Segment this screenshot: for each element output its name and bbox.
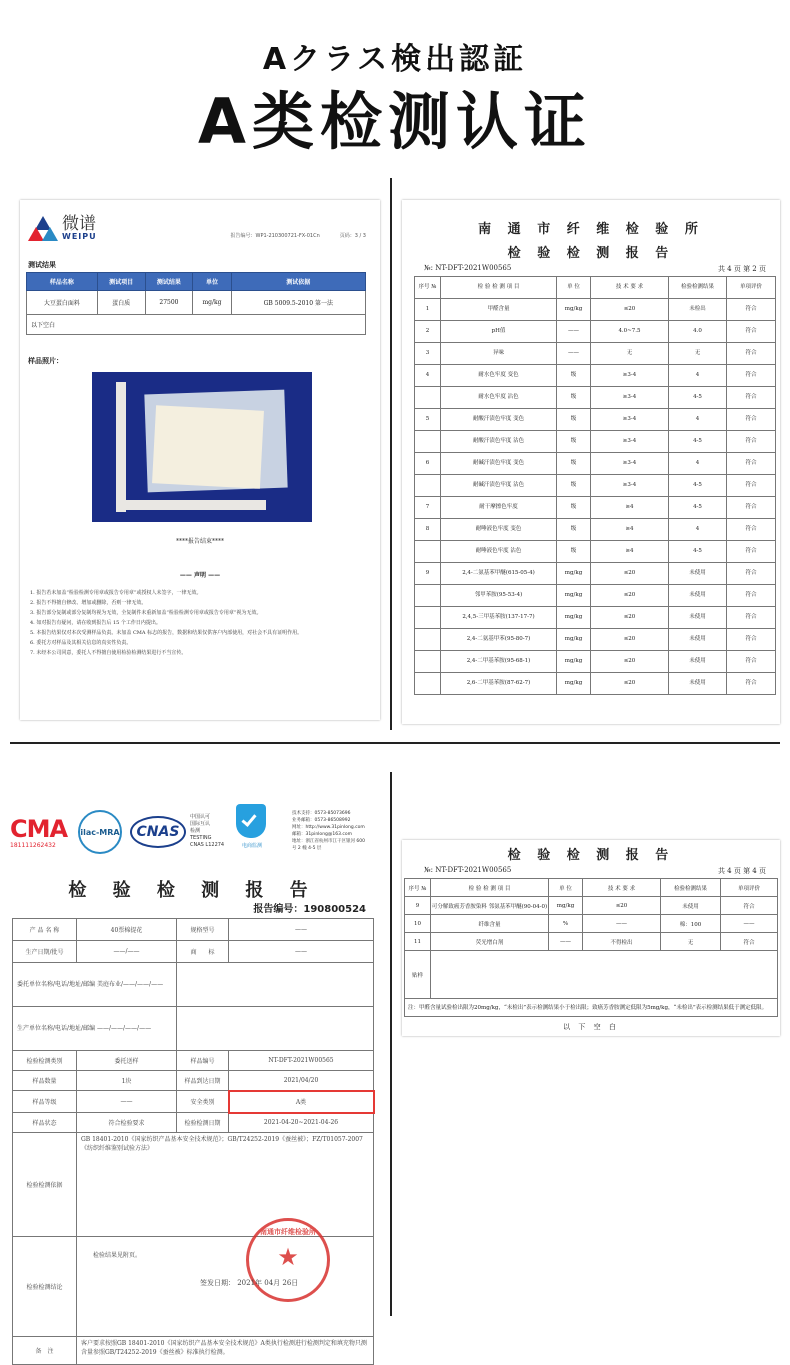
section-title: 测试结果 [28,261,56,269]
table-row: 11 荧光增白剂 —— 不得检出 无 符合 [405,933,778,951]
table-row: 2,4-二甲基苯胺(95-68-1) mg/kg ≤20 未使用 符合 [415,651,776,673]
nantong-report-page4 [402,840,780,1036]
test-table: 序号 № 检 验 检 测 项 目 单 位 技 术 要 求 检验检测结果 单项评价 1 甲醛含量 mg/kg ≤20 未检出 符合 2 pH值 —— 4.0~7.5 4.0 符合 3 异味 —— 无 无 符合 4 耐水色牢度 变色 级 ≥3-4 4 符合 耐水色牢度 沾色 级 ≥3-4 4-5 符合 5 耐酸汗渍色牢度 变色 级 ≥3-4 4 符合 耐酸汗渍色牢度 沾色 级 ≥3-4 4-5 符合 6 耐碱汗渍色牢度 变色 级 ≥3-4 4 符合 耐碱汗渍色牢度 沾色 级 ≥3-4 4-5 符合 7 耐干摩擦色牢度 级 ≥4 4-5 符合 8 耐唾液色牢度 变色 级 ≥4 4 符合 耐唾液色牢度 沾色 级 ≥4 4-5 符合 9 2,4-二氨基苯甲醚(615-05-4) mg/kg ≤20 未使用 符合 邻甲苯胺(95-53-4) mg/kg ≤20 未使用 符合 2,4,5-三甲基苯胺(137-17-7) mg/kg ≤20 未使用 符合 2,4-二氨基甲苯(95-80-7) mg/kg ≤20 未使用 符合 2,4-二甲基苯胺(95-68-1) mg/kg ≤20 未使用 符合 2,6-二甲基苯胺(87-62-7) mg/kg ≤20 未使用 符合 [414,276,776,695]
declaration: 1. 报告若未加盖“检验检测专用章或报告专用章”或授权人未签字，一律无效。 2. 报告不得擅自修改、增加或删除，否则一律无效。 3. 报告部分复制或部分复制均视为无效，全复制件未重新加盖“检验检测专用章或报告专用章”视为无效。 4. 如对报告有疑问，请在收到报告后 15 个工作日内提出。 5. 本报告结果仅对本次受测样品负责。未加盖 CMA 标志的报告，数据和结果仅供客户内部使用，对社会不具有证明作用。 6. 委托方对样品及其相关信息的真实性负责。 7. 未经本公司同意，委托人不得擅自使用检验检测结果进行不当宣传。 [30,590,303,656]
cnas-logo: CNAS [130,816,186,848]
weipu-report [20,200,380,720]
table-row: 2 pH值 —— 4.0~7.5 4.0 符合 [415,321,776,343]
cma-logo: CMA 181111262432 [10,815,68,849]
brand-en: WEIPU [62,231,97,241]
table-row: 1 甲醛含量 mg/kg ≤20 未检出 符合 [415,299,776,321]
table-row: 4 耐水色牢度 变色 级 ≥3-4 4 符合 [415,365,776,387]
sign-date: 签发日期： 2021年 04月 26日 [200,1279,299,1287]
brand-cn: 微谱 [62,213,96,234]
divider-vertical-top [390,178,392,730]
divider-vertical-bottom [390,772,392,1316]
report-no-line: №: NT-DFT-2021W00565 共 4 页 第 4 页 [424,866,766,875]
table-row: 2,4,5-三甲基苯胺(137-17-7) mg/kg ≤20 未使用 符合 [415,607,776,629]
safety-class-highlight: A类 [229,1091,374,1113]
report-no-line: №: NT-DFT-2021W00565 共 4 页 第 2 页 [424,264,766,273]
table-row: 7 耐干摩擦色牢度 级 ≥4 4-5 符合 [415,497,776,519]
report-no: 报告编号：190800524 [253,904,366,915]
jp-title: Aクラス検出認証 [262,42,528,77]
info-table: 产 品 名 称 40票棉提花 规格型号 —— 生产日期/批号 ——/—— 商 标 —— 委托单位名称/电话/地址/邮编 美庭布业/——/——/—— 生产单位名称/电话/地址/邮编 ——/——/——/—— 检验检测类别 委托送样 样品编号 NT-DFT-2021W00565 样品数量 1块 样品到达日期 2021/04/20 样品等级 —— 安全类别 A类 样品状态 符合检验要求 检验检测日期 2021-04-20~2021-04-26 检验检测依据 GB 18401-2010《国家纺织产品基本安全技术规范》；GB/T24252-2019《蚕丝被》；FZ/T01057-2007《纺织纤维鉴别试验方法》 检验检测结论 检验结果见附页。 备 注 客户要求按照GB 18401-2010《国家纺织产品基本安全技术规范》A类执行检测进行检测判定和填充物只测含量参照GB/T24252-2019《蚕丝被》标准执行检测。 [12,918,374,1365]
report-no: 报告编号：WP1-210300721-FX-01Cn 页码：3 / 3 [230,233,366,239]
table-row: 2,6-二甲基苯胺(87-62-7) mg/kg ≤20 未使用 符合 [415,673,776,695]
table-row: 10 纤维含量 % —— 棉：100 —— [405,915,778,933]
sample-photo [92,372,312,522]
weipu-logo [28,214,97,242]
org-name: 南 通 市 纤 维 检 验 所 [478,222,704,237]
report-end: ****报告结束**** [175,538,224,545]
test-table: 序号 № 检 验 检 测 项 目 单 位 技 术 要 求 检验检测结果 单项评价 9 可分解致癌芳香胺染料 邻氨基苯甲醚(90-04-0) mg/kg ≤20 未使用 符合 10 纤维含量 % —— 棉：100 —— 11 荧光增白剂 —— 不得检出 无 符合 贴样 注：甲醛含量试验检出限为20mg/kg，“未检出”表示检测结果小于检出限；致癌芳香胺测定低限为5mg/kg，“未检出”表示检测结果低于测定低限。 [404,878,778,1017]
table-row: 5 耐酸汗渍色牢度 变色 级 ≥3-4 4 符合 [415,409,776,431]
table-row: 大豆蛋白面料 蛋白质 27500 mg/kg GB 5009.5-2010 第一法 [27,291,366,315]
table-row: 耐碱汗渍色牢度 沾色 级 ≥3-4 4-5 符合 [415,475,776,497]
table-row: 9 2,4-二氨基苯甲醚(615-05-4) mg/kg ≤20 未使用 符合 [415,563,776,585]
report-title: 检 验 检 测 报 告 [68,880,318,901]
table-row: 3 异味 —— 无 无 符合 [415,343,776,365]
table-row: 耐唾液色牢度 沾色 级 ≥4 4-5 符合 [415,541,776,563]
table-row: 邻甲苯胺(95-53-4) mg/kg ≤20 未使用 符合 [415,585,776,607]
cert-logos [10,800,376,858]
table-row: 2,4-二氨基甲苯(95-80-7) mg/kg ≤20 未使用 符合 [415,629,776,651]
certificate-report [10,800,376,1356]
report-title: 检 验 检 测 报 告 [507,848,675,863]
photo-label: 样品照片： [28,357,63,365]
table-row: 9 可分解致癌芳香胺染料 邻氨基苯甲醚(90-04-0) mg/kg ≤20 未使用 符合 [405,897,778,915]
nantong-report-page2 [402,200,780,724]
table-row: 8 耐唾液色牢度 变色 级 ≥4 4 符合 [415,519,776,541]
cnas-info: 中国认可 国际互认 检测 TESTING CNAS L12274 [190,814,225,848]
table-row: 耐水色牢度 沾色 级 ≥3-4 4-5 符合 [415,387,776,409]
result-table: 样品名称 测试项目 测试结果 单位 测试依据 大豆蛋白面料 蛋白质 27500 mg/kg GB 5009.5-2010 第一法 以下空白 [26,272,366,335]
blank-below: 以 下 空 白 [563,1023,619,1031]
table-row: 耐酸汗渍色牢度 沾色 级 ≥3-4 4-5 符合 [415,431,776,453]
ilac-mra-logo: ilac-MRA [78,810,122,854]
divider-horizontal [10,742,780,744]
contact-info: 技术支持：0573-85073696 业务邮箱：0573-86508992 网址：http://www.31pinlong.com 邮箱：31pinlong@163.com 地址：浙江省杭州市江干区银河 600 号 2 幢 4-5 层 [292,811,366,851]
red-seal: 南通市纤维检验所 ★ [246,1218,330,1302]
declaration-title: —— 声明 —— [179,572,221,579]
table-row: 6 耐碱汗渍色牢度 变色 级 ≥3-4 4 符合 [415,453,776,475]
report-title: 检 验 检 测 报 告 [507,246,675,261]
shield-check-icon [236,804,266,838]
weipu-logo-icon [28,214,58,242]
cn-title: A类检测认证 [198,85,592,158]
shield-label: 电商监测 [241,843,262,849]
